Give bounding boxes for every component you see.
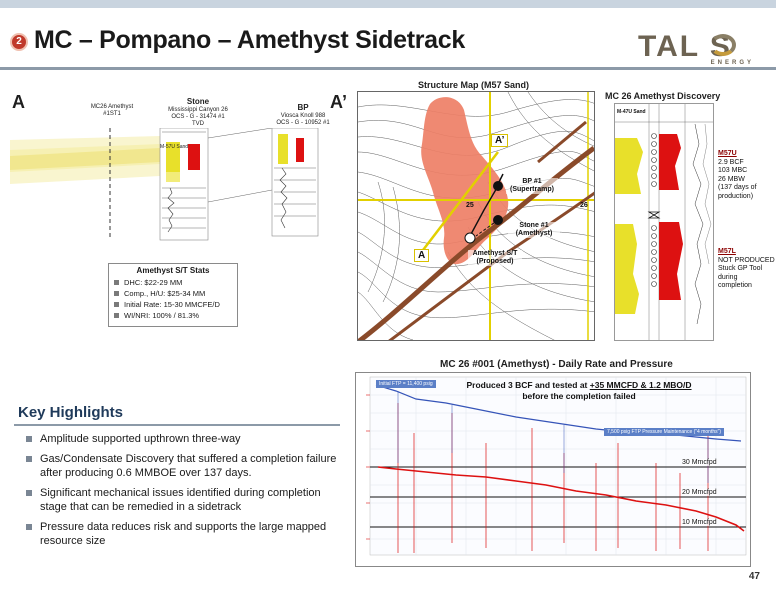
structure-map-title: Structure Map (M57 Sand) <box>418 80 530 90</box>
slide-header <box>0 8 776 70</box>
stats-item: Comp., H/U: $25-34 MM <box>114 288 232 299</box>
logo-o-swoosh-icon <box>710 34 736 56</box>
well-header-stone <box>158 98 238 128</box>
well3-operator: BP <box>297 103 309 112</box>
rate-chart-title: MC 26 #001 (Amethyst) - Daily Rate and Pressure <box>440 359 673 370</box>
rate-note-suffix: before the completion failed <box>522 391 636 401</box>
m57l-line: NOT PRODUCED <box>718 256 775 264</box>
level-10-label: 10 Mmcfpd <box>682 519 717 526</box>
m57u-line: 2.9 BCF <box>718 158 744 166</box>
well1-id: #1ST1 <box>103 111 121 117</box>
amethyst-stats-box <box>108 263 238 327</box>
rate-chart-annotation <box>464 380 694 402</box>
m57u-line: (137 days of <box>718 184 757 191</box>
well1-name: MC26 Amethyst <box>90 104 134 110</box>
m57u-heading: M57U <box>718 150 737 157</box>
m57u-line: 26 MBW <box>718 175 745 183</box>
discovery-log-tracks <box>615 104 714 341</box>
well-header-amethyst <box>82 104 142 118</box>
stone-well-label: Stone #1 (Amethyst) <box>508 222 560 238</box>
highlight-item: Pressure data reduces risk and supports the large mapped resource size <box>26 520 346 548</box>
slide-number-badge: 2 <box>10 33 28 51</box>
key-highlights-title: Key Highlights <box>18 404 124 421</box>
well2-line1: Mississippi Canyon 26 <box>168 107 228 113</box>
structure-map <box>357 91 595 341</box>
cross-section-panel <box>10 92 355 260</box>
block-26-label: 26 <box>580 202 588 209</box>
page-title: MC – Pompano – Amethyst Sidetrack <box>34 26 465 54</box>
stats-title: Amethyst S/T Stats <box>136 266 210 275</box>
stats-item: WI/NRI: 100% / 81.3% <box>114 310 232 321</box>
m57l-line: completion <box>718 282 752 289</box>
highlight-item: Significant mechanical issues identified during completion stage that can be remedied in a sidetrack <box>26 486 346 514</box>
well2-line3: TVD <box>192 121 204 127</box>
well3-line2: OCS - G - 10952 #1 <box>276 120 330 126</box>
initial-ftp-box: Initial FTP = 11,400 psig <box>376 380 436 388</box>
structure-map-graphic <box>358 92 595 341</box>
rate-chart-graphic <box>356 373 751 567</box>
well-header-bp <box>258 104 348 127</box>
ftp-maintenance-box: 7,500 psig FTP Pressure Maintenance ("4 months") <box>604 428 724 436</box>
rate-note-highlight: +35 MMCFD & 1.2 MBO/D <box>589 380 692 390</box>
m57l-note <box>718 248 775 291</box>
map-tag-a: A <box>414 249 429 262</box>
m57u-line: production) <box>718 192 754 200</box>
cross-section-sand-label: M-57U Sand <box>160 144 189 150</box>
cross-section-marker-a-prime: A’ <box>330 92 348 112</box>
rate-note-prefix: Produced 3 BCF and tested at <box>466 380 590 390</box>
key-highlights-divider <box>14 424 340 426</box>
m57l-line: Stuck GP Tool <box>718 265 763 272</box>
sidetrack-label: Amethyst S/T (Proposed) <box>468 250 522 266</box>
rate-pressure-chart <box>355 372 751 567</box>
header-top-band <box>0 0 776 8</box>
talos-logo <box>638 30 756 70</box>
cross-section-marker-a: A <box>12 92 25 112</box>
well2-operator: Stone <box>186 97 210 106</box>
m57u-line: 103 MBC <box>718 167 748 174</box>
map-tag-a-prime: A’ <box>491 134 508 147</box>
m57l-heading: M57L <box>718 248 736 255</box>
stats-item: DHC: $22-29 MM <box>114 277 232 288</box>
discovery-log-label: M-47U Sand <box>617 109 646 115</box>
highlight-item: Amplitude supported upthrown three-way <box>26 432 346 446</box>
block-25-label: 25 <box>466 202 474 209</box>
well2-line2: OCS - G - 31474 #1 <box>171 114 225 120</box>
logo-subtitle: ENERGY <box>710 60 754 66</box>
page-number: 47 <box>748 571 760 582</box>
bp-well-label: BP #1 (Supertramp) <box>506 178 558 194</box>
level-30-label: 30 Mmcfpd <box>682 459 717 466</box>
level-20-label: 20 Mmcfpd <box>682 489 717 496</box>
discovery-title: MC 26 Amethyst Discovery <box>605 91 721 101</box>
well3-line1: Viosca Knoll 988 <box>280 113 326 119</box>
m57l-line: during <box>718 273 738 281</box>
discovery-log-graphic <box>614 103 714 341</box>
stats-item: Initial Rate: 15-30 MMCFE/D <box>114 299 232 310</box>
logo-wordmark: TAL S <box>638 30 732 63</box>
stats-list <box>114 277 232 321</box>
highlight-item: Gas/Condensate Discovery that suffered a completion failure after producing 0.6 MMBOE over 137 days. <box>26 452 346 480</box>
m57u-note <box>718 150 757 201</box>
key-highlights-list <box>26 432 346 554</box>
